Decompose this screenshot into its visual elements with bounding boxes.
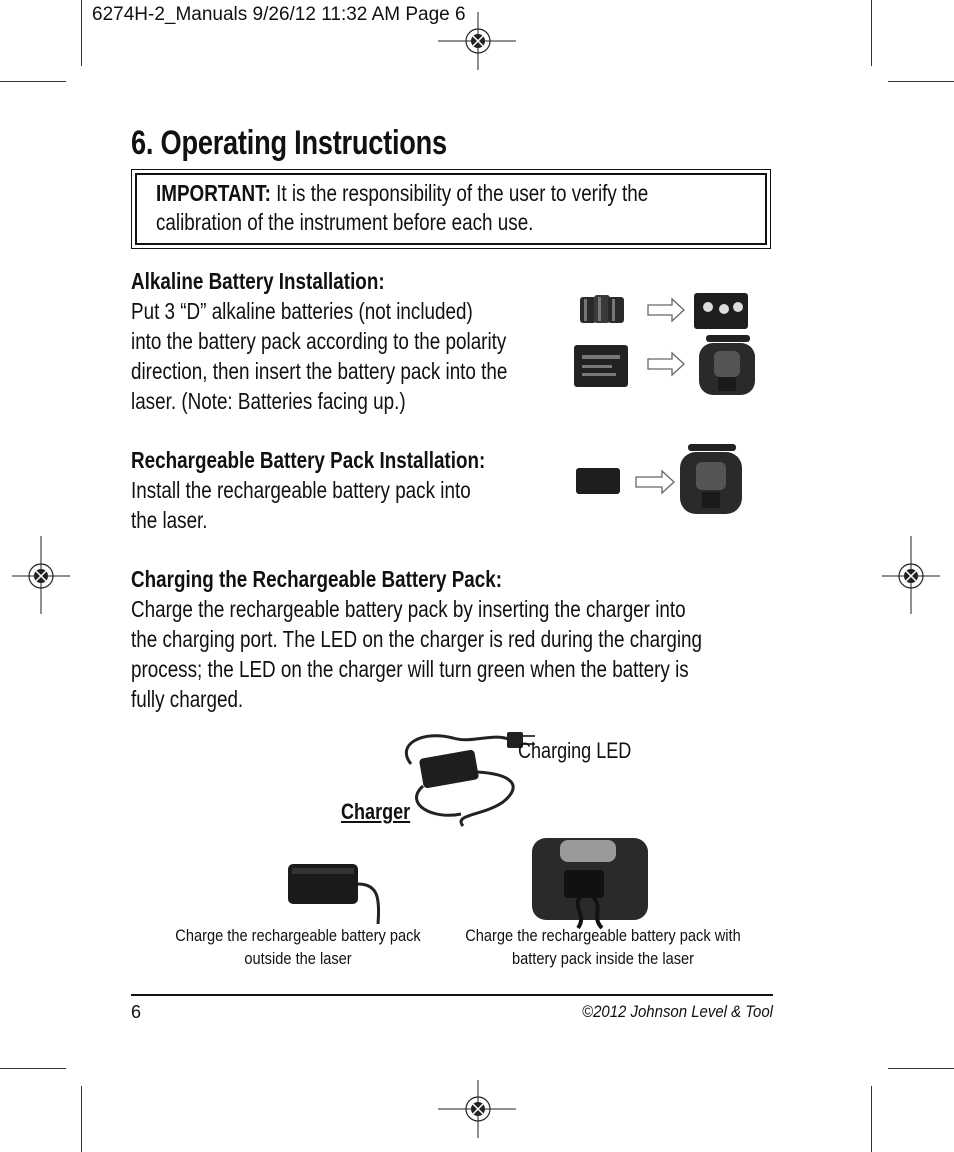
- arrow-right-icon: [648, 299, 684, 321]
- alkaline-text-line: into the battery pack according to the polarity: [131, 328, 507, 354]
- battery-pack-outside-illustration: [282, 840, 392, 930]
- registration-mark-icon: [438, 12, 518, 72]
- charging-text-line: fully charged.: [131, 686, 244, 712]
- crop-mark-top-right-v: [871, 0, 872, 66]
- rechargeable-text-line: Install the rechargeable battery pack into: [131, 477, 471, 503]
- important-label: IMPORTANT:: [156, 180, 271, 206]
- crop-mark-bottom-right-v: [871, 1086, 872, 1152]
- crop-mark-top-right-h: [888, 81, 954, 82]
- caption-right-line-1: Charge the rechargeable battery pack with: [465, 926, 741, 945]
- laser-unit-illustration: [680, 444, 742, 514]
- charging-led-label: Charging LED: [518, 738, 632, 763]
- rechargeable-text-line: the laser.: [131, 507, 208, 533]
- page-title: 6. Operating Instructions: [131, 124, 447, 162]
- alkaline-installation-figure: [568, 285, 763, 405]
- charging-text-line: Charge the rechargeable battery pack by inserting the charger into: [131, 596, 686, 622]
- battery-pack-inside-laser-illustration: [530, 838, 650, 928]
- charging-text-line: process; the LED on the charger will turn green when the battery is: [131, 656, 689, 682]
- d-batteries-illustration: [580, 295, 624, 323]
- alkaline-text-line: laser. (Note: Batteries facing up.): [131, 388, 406, 414]
- caption-right-line-2: battery pack inside the laser: [511, 949, 695, 968]
- registration-mark-icon: [12, 536, 72, 616]
- rechargeable-pack-illustration: [576, 468, 620, 494]
- crop-mark-bottom-left-v: [81, 1086, 82, 1152]
- page-number: 6: [131, 1002, 142, 1022]
- copyright-text: ©2012 Johnson Level & Tool: [582, 1002, 773, 1021]
- crop-mark-bottom-right-h: [888, 1068, 954, 1069]
- crop-mark-bottom-left-h: [0, 1068, 66, 1069]
- arrow-right-icon: [648, 353, 684, 375]
- rechargeable-heading: Rechargeable Battery Pack Installation:: [131, 447, 486, 473]
- alkaline-text-line: Put 3 “D” alkaline batteries (not included): [131, 298, 473, 324]
- charging-text-line: the charging port. The LED on the charger is red during the charging: [131, 626, 703, 652]
- battery-pack-empty-illustration: [694, 293, 748, 329]
- laser-unit-illustration: [699, 335, 755, 395]
- alkaline-heading: Alkaline Battery Installation:: [131, 268, 385, 294]
- alkaline-text-line: direction, then insert the battery pack into the: [131, 358, 508, 384]
- footer-rule: [131, 994, 773, 996]
- arrow-right-icon: [636, 471, 674, 493]
- important-text-1: It is the responsibility of the user to verify the: [276, 180, 649, 206]
- crop-mark-top-left-h: [0, 81, 66, 82]
- battery-pack-filled-illustration: [574, 345, 628, 387]
- charger-label: Charger: [341, 799, 411, 824]
- important-notice-line-1: [156, 180, 648, 207]
- caption-left-line-2: outside the laser: [244, 949, 352, 968]
- crop-mark-top-left-v: [81, 0, 82, 66]
- rechargeable-installation-figure: [568, 440, 758, 520]
- charging-heading: Charging the Rechargeable Battery Pack:: [131, 566, 503, 592]
- important-text-2: calibration of the instrument before each use.: [156, 209, 534, 235]
- registration-mark-icon: [438, 1080, 518, 1140]
- registration-mark-icon: [882, 536, 942, 616]
- print-header: 6274H-2_Manuals 9/26/12 11:32 AM Page 6: [92, 4, 466, 25]
- caption-left-line-1: Charge the rechargeable battery pack: [175, 926, 421, 945]
